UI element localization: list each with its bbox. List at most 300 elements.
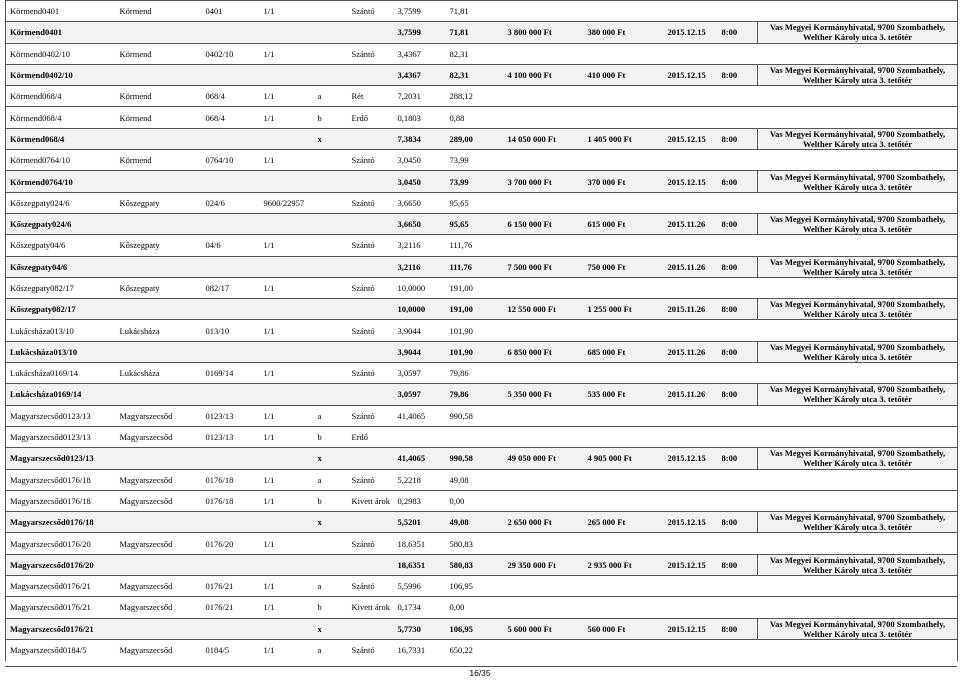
cell-date: 2015.11.26 [664, 299, 718, 320]
cell-area: 3,9044 [394, 320, 446, 341]
cell-hrsz: 0169/14 [202, 363, 260, 384]
cell-name: Lukácsháza013/10 [6, 320, 116, 341]
cell-empty [758, 426, 958, 447]
cell-empty [758, 107, 958, 128]
cell-share: 1/1 [260, 235, 314, 256]
cell-sub: a [314, 639, 348, 660]
cell-name: Magyarszecsőd0176/21 [6, 576, 116, 597]
cell-empty [504, 107, 584, 128]
cell-empty [504, 490, 584, 511]
address-line-2: Welther Károly utca 3. tetőtér [803, 181, 912, 192]
table-row [6, 533, 958, 554]
cell-time: 8:00 [718, 299, 758, 320]
cell-date: 2015.11.26 [664, 384, 718, 405]
cell-area: 3,0450 [394, 171, 446, 192]
cell-price: 6 150 000 Ft [504, 213, 584, 234]
cell-sub [314, 22, 348, 43]
cell-ak: 82,31 [446, 64, 504, 85]
cell-empty [758, 576, 958, 597]
cell-time: 8:00 [718, 64, 758, 85]
cell-price: 49 050 000 Ft [504, 448, 584, 469]
cell-sub: b [314, 107, 348, 128]
table-row [6, 235, 958, 256]
table-row [6, 469, 958, 490]
address-line-1: Vas Megyei Kormányhivatal, 9700 Szombathely, [769, 554, 946, 565]
cell-share: 1/1 [260, 639, 314, 660]
cell-sub [314, 192, 348, 213]
cell-empty [504, 1, 584, 22]
cell-hrsz: 0176/21 [202, 597, 260, 618]
cell-ak: 289,00 [446, 128, 504, 149]
cell-name: Körmend068/4 [6, 128, 314, 149]
cell-price: 2 650 000 Ft [504, 512, 584, 533]
cell-date: 2015.12.15 [664, 512, 718, 533]
summary-row [6, 618, 958, 639]
cell-share: 1/1 [260, 426, 314, 447]
cell-ak: 106,95 [446, 618, 504, 639]
cell-cultivation: Kivett árok [348, 490, 394, 511]
cell-sub: a [314, 469, 348, 490]
cell-area: 3,2116 [394, 256, 446, 277]
cell-date: 2015.12.15 [664, 554, 718, 575]
cell-empty [348, 341, 394, 362]
cell-deposit: 2 935 000 Ft [584, 554, 664, 575]
summary-row [6, 171, 958, 192]
address-line-1: Vas Megyei Kormányhivatal, 9700 Szombathely, [769, 341, 946, 352]
cell-price: 14 050 000 Ft [504, 128, 584, 149]
cell-sub: a [314, 405, 348, 426]
cell-date: 2015.12.15 [664, 128, 718, 149]
cell-name: Körmend068/4 [6, 86, 116, 107]
summary-row [6, 256, 958, 277]
cell-name: Körmend0402/10 [6, 64, 314, 85]
cell-empty [348, 64, 394, 85]
cell-empty [758, 43, 958, 64]
address-line-1: Vas Megyei Kormányhivatal, 9700 Szombathely, [769, 512, 946, 523]
cell-name: Körmend0401 [6, 22, 314, 43]
cell-ak: 82,31 [446, 43, 504, 64]
cell-cultivation: Szántó [348, 150, 394, 171]
cell-settlement: Körmend [116, 43, 202, 64]
table-row [6, 426, 958, 447]
cell-name: Lukácsháza013/10 [6, 341, 314, 362]
cell-ak: 990,58 [446, 448, 504, 469]
cell-empty [664, 469, 718, 490]
cell-sub: x [314, 618, 348, 639]
cell-area: 41,4065 [394, 448, 446, 469]
cell-empty [504, 363, 584, 384]
cell-ak: 0,88 [446, 107, 504, 128]
cell-address [758, 512, 958, 533]
cell-time: 8:00 [718, 22, 758, 43]
cell-empty [718, 277, 758, 298]
cell-area: 0,1734 [394, 597, 446, 618]
address-line-1: Vas Megyei Kormányhivatal, 9700 Szombathely, [769, 171, 946, 182]
cell-deposit: 265 000 Ft [584, 512, 664, 533]
cell-address [758, 299, 958, 320]
cell-empty [718, 43, 758, 64]
cell-name: Körmend0401 [6, 1, 116, 22]
cell-date: 2015.12.15 [664, 448, 718, 469]
cell-empty [718, 150, 758, 171]
address-line-1: Vas Megyei Kormányhivatal, 9700 Szombathely, [769, 448, 946, 459]
cell-share: 1/1 [260, 533, 314, 554]
cell-ak: 580,83 [446, 554, 504, 575]
cell-settlement: Magyarszecsőd [116, 426, 202, 447]
cell-name: Magyarszecsőd0123/13 [6, 426, 116, 447]
cell-name: Magyarszecsőd0123/13 [6, 448, 314, 469]
cell-address [758, 341, 958, 362]
cell-time: 8:00 [718, 213, 758, 234]
cell-empty [758, 469, 958, 490]
cell-ak: 191,00 [446, 277, 504, 298]
cell-empty [584, 469, 664, 490]
address-line-1: Vas Megyei Kormányhivatal, 9700 Szombathely, [769, 214, 946, 225]
cell-price: 7 500 000 Ft [504, 256, 584, 277]
cell-hrsz: 0123/13 [202, 426, 260, 447]
cell-date: 2015.12.15 [664, 618, 718, 639]
address-line-2: Welther Károly utca 3. tetőtér [803, 266, 912, 277]
cell-price: 29 350 000 Ft [504, 554, 584, 575]
cell-date: 2015.12.15 [664, 171, 718, 192]
cell-price: 5 350 000 Ft [504, 384, 584, 405]
cell-empty [584, 405, 664, 426]
cell-empty [504, 469, 584, 490]
cell-empty [718, 320, 758, 341]
cell-area: 5,7730 [394, 618, 446, 639]
cell-sub [314, 213, 348, 234]
parcel-table-sheet [5, 0, 957, 661]
cell-name: Lukácsháza0169/14 [6, 363, 116, 384]
cell-name: Magyarszecsőd0176/20 [6, 554, 314, 575]
cell-ak: 79,86 [446, 384, 504, 405]
cell-deposit: 615 000 Ft [584, 213, 664, 234]
cell-price: 3 800 000 Ft [504, 22, 584, 43]
cell-time: 8:00 [718, 171, 758, 192]
table-row [6, 639, 958, 660]
cell-settlement: Magyarszecsőd [116, 576, 202, 597]
cell-settlement: Magyarszecsőd [116, 405, 202, 426]
cell-empty [664, 107, 718, 128]
cell-sub [314, 64, 348, 85]
cell-address [758, 384, 958, 405]
cell-empty [718, 235, 758, 256]
cell-empty [584, 43, 664, 64]
cell-settlement: Körmend [116, 1, 202, 22]
cell-cultivation: Szántó [348, 469, 394, 490]
table-row [6, 363, 958, 384]
cell-cultivation: Szántó [348, 1, 394, 22]
cell-cultivation: Szántó [348, 320, 394, 341]
cell-ak: 288,12 [446, 86, 504, 107]
cell-empty [504, 639, 584, 660]
table-row [6, 405, 958, 426]
cell-hrsz: 068/4 [202, 107, 260, 128]
address-line-1: Vas Megyei Kormányhivatal, 9700 Szombathely, [769, 384, 946, 395]
cell-empty [504, 405, 584, 426]
cell-share: 1/1 [260, 150, 314, 171]
cell-ak: 0,00 [446, 490, 504, 511]
cell-sub [314, 43, 348, 64]
cell-ak: 111,76 [446, 235, 504, 256]
cell-area: 3,0597 [394, 363, 446, 384]
cell-ak: 111,76 [446, 256, 504, 277]
cell-address [758, 213, 958, 234]
cell-name: Körmend0764/10 [6, 150, 116, 171]
cell-cultivation: Szántó [348, 576, 394, 597]
cell-hrsz: 0401 [202, 1, 260, 22]
address-line-2: Welther Károly utca 3. tetőtér [803, 224, 912, 235]
cell-ak: 106,95 [446, 576, 504, 597]
cell-sub: b [314, 426, 348, 447]
cell-empty [758, 320, 958, 341]
cell-address [758, 618, 958, 639]
cell-area: 10,0000 [394, 277, 446, 298]
summary-row [6, 64, 958, 85]
cell-deposit: 410 000 Ft [584, 64, 664, 85]
table-row [6, 192, 958, 213]
cell-sub: x [314, 128, 348, 149]
cell-price: 3 700 000 Ft [504, 171, 584, 192]
cell-empty [504, 235, 584, 256]
cell-area: 3,9044 [394, 341, 446, 362]
cell-empty [718, 405, 758, 426]
cell-sub [314, 256, 348, 277]
cell-sub: a [314, 576, 348, 597]
cell-empty [664, 86, 718, 107]
cell-empty [348, 512, 394, 533]
cell-settlement: Magyarszecsőd [116, 533, 202, 554]
cell-ak: 71,81 [446, 1, 504, 22]
cell-deposit: 380 000 Ft [584, 22, 664, 43]
cell-hrsz: 0402/10 [202, 43, 260, 64]
summary-row [6, 512, 958, 533]
cell-time: 8:00 [718, 128, 758, 149]
cell-empty [348, 213, 394, 234]
cell-date: 2015.11.26 [664, 213, 718, 234]
cell-name: Kőszegpaty024/6 [6, 213, 314, 234]
address-line-1: Vas Megyei Kormányhivatal, 9700 Szombathely, [769, 299, 946, 310]
summary-row [6, 384, 958, 405]
cell-name: Magyarszecsőd0176/18 [6, 512, 314, 533]
cell-area: 41,4065 [394, 405, 446, 426]
cell-empty [584, 107, 664, 128]
cell-sub [314, 533, 348, 554]
cell-settlement: Magyarszecsőd [116, 639, 202, 660]
cell-empty [584, 1, 664, 22]
cell-name: Körmend068/4 [6, 107, 116, 128]
cell-ak: 650,22 [446, 639, 504, 660]
cell-empty [584, 277, 664, 298]
address-line-1: Vas Megyei Kormányhivatal, 9700 Szombathely, [769, 65, 946, 76]
cell-deposit: 1 405 000 Ft [584, 128, 664, 149]
cell-empty [758, 490, 958, 511]
cell-price: 5 600 000 Ft [504, 618, 584, 639]
address-line-1: Vas Megyei Kormányhivatal, 9700 Szombathely, [769, 22, 946, 33]
cell-empty [348, 554, 394, 575]
cell-empty [664, 43, 718, 64]
cell-settlement: Körmend [116, 86, 202, 107]
cell-cultivation: Erdő [348, 426, 394, 447]
cell-empty [718, 639, 758, 660]
cell-address [758, 171, 958, 192]
table-row [6, 86, 958, 107]
cell-empty [348, 384, 394, 405]
cell-cultivation: Kivett árok [348, 597, 394, 618]
cell-area: 7,3834 [394, 128, 446, 149]
cell-empty [664, 235, 718, 256]
cell-empty [584, 490, 664, 511]
cell-hrsz: 068/4 [202, 86, 260, 107]
address-line-2: Welther Károly utca 3. tetőtér [803, 628, 912, 639]
cell-empty [504, 150, 584, 171]
cell-empty [664, 363, 718, 384]
cell-cultivation: Erdő [348, 107, 394, 128]
summary-row [6, 128, 958, 149]
cell-time: 8:00 [718, 384, 758, 405]
cell-empty [758, 277, 958, 298]
cell-area [394, 426, 446, 447]
cell-empty [348, 448, 394, 469]
table-row [6, 597, 958, 618]
cell-empty [504, 576, 584, 597]
address-line-2: Welther Károly utca 3. tetőtér [803, 138, 912, 149]
cell-share: 9600/22957 [260, 192, 314, 213]
cell-empty [664, 426, 718, 447]
cell-settlement: Lukácsháza [116, 363, 202, 384]
cell-settlement: Kőszegpaty [116, 192, 202, 213]
cell-settlement: Lukácsháza [116, 320, 202, 341]
cell-name: Magyarszecsőd0176/21 [6, 597, 116, 618]
cell-share: 1/1 [260, 490, 314, 511]
cell-sub [314, 554, 348, 575]
summary-row [6, 554, 958, 575]
cell-empty [758, 86, 958, 107]
cell-empty [504, 192, 584, 213]
cell-empty [664, 597, 718, 618]
table-row [6, 490, 958, 511]
cell-area: 16,7331 [394, 639, 446, 660]
cell-hrsz: 0176/18 [202, 469, 260, 490]
address-line-2: Welther Károly utca 3. tetőtér [803, 394, 912, 405]
cell-empty [504, 43, 584, 64]
cell-area: 18,6351 [394, 533, 446, 554]
cell-ak: 101,90 [446, 341, 504, 362]
cell-ak: 71,81 [446, 22, 504, 43]
cell-share: 1/1 [260, 405, 314, 426]
cell-cultivation: Szántó [348, 43, 394, 64]
cell-ak: 79,86 [446, 363, 504, 384]
cell-sub: b [314, 490, 348, 511]
cell-ak: 101,90 [446, 320, 504, 341]
table-row [6, 320, 958, 341]
cell-area: 3,4367 [394, 43, 446, 64]
summary-row [6, 341, 958, 362]
cell-date: 2015.11.26 [664, 341, 718, 362]
cell-hrsz: 0123/13 [202, 405, 260, 426]
cell-empty [584, 597, 664, 618]
cell-share: 1/1 [260, 363, 314, 384]
cell-sub [314, 1, 348, 22]
cell-time: 8:00 [718, 512, 758, 533]
cell-sub: x [314, 512, 348, 533]
cell-empty [584, 235, 664, 256]
cell-ak: 73,99 [446, 171, 504, 192]
address-line-2: Welther Károly utca 3. tetőtér [803, 32, 912, 43]
cell-area: 3,7599 [394, 1, 446, 22]
cell-empty [758, 533, 958, 554]
cell-deposit: 560 000 Ft [584, 618, 664, 639]
table-row [6, 107, 958, 128]
cell-empty [584, 576, 664, 597]
cell-empty [584, 320, 664, 341]
summary-row [6, 213, 958, 234]
cell-empty [664, 576, 718, 597]
cell-cultivation: Szántó [348, 363, 394, 384]
cell-area: 3,0450 [394, 150, 446, 171]
cell-share: 1/1 [260, 43, 314, 64]
cell-ak: 990,58 [446, 405, 504, 426]
cell-cultivation: Rét [348, 86, 394, 107]
cell-hrsz: 024/6 [202, 192, 260, 213]
table-row [6, 1, 958, 22]
cell-ak: 73,99 [446, 150, 504, 171]
table-row [6, 277, 958, 298]
cell-sub [314, 341, 348, 362]
cell-empty [664, 192, 718, 213]
cell-name: Kőszegpaty04/6 [6, 235, 116, 256]
cell-area: 3,6650 [394, 213, 446, 234]
cell-empty [348, 171, 394, 192]
address-line-2: Welther Károly utca 3. tetőtér [803, 75, 912, 86]
cell-empty [718, 597, 758, 618]
cell-address [758, 22, 958, 43]
cell-area: 3,7599 [394, 22, 446, 43]
address-line-2: Welther Károly utca 3. tetőtér [803, 564, 912, 575]
address-line-2: Welther Károly utca 3. tetőtér [803, 458, 912, 469]
cell-share: 1/1 [260, 107, 314, 128]
summary-row [6, 299, 958, 320]
cell-area: 7,2031 [394, 86, 446, 107]
cell-area: 3,2116 [394, 235, 446, 256]
cell-empty [718, 107, 758, 128]
cell-cultivation: Szántó [348, 639, 394, 660]
cell-empty [758, 235, 958, 256]
cell-empty [584, 86, 664, 107]
cell-empty [348, 256, 394, 277]
cell-settlement: Körmend [116, 150, 202, 171]
cell-area: 3,4367 [394, 64, 446, 85]
cell-empty [584, 533, 664, 554]
cell-empty [758, 363, 958, 384]
cell-empty [718, 469, 758, 490]
cell-empty [718, 490, 758, 511]
cell-hrsz: 0176/20 [202, 533, 260, 554]
cell-empty [504, 426, 584, 447]
cell-time: 8:00 [718, 448, 758, 469]
address-line-2: Welther Károly utca 3. tetőtér [803, 309, 912, 320]
cell-date: 2015.12.15 [664, 64, 718, 85]
cell-date: 2015.12.15 [664, 22, 718, 43]
cell-share: 1/1 [260, 86, 314, 107]
cell-area: 10,0000 [394, 299, 446, 320]
cell-ak [446, 426, 504, 447]
cell-hrsz: 0176/21 [202, 576, 260, 597]
cell-time: 8:00 [718, 554, 758, 575]
cell-ak: 191,00 [446, 299, 504, 320]
cell-settlement: Körmend [116, 107, 202, 128]
cell-empty [664, 277, 718, 298]
